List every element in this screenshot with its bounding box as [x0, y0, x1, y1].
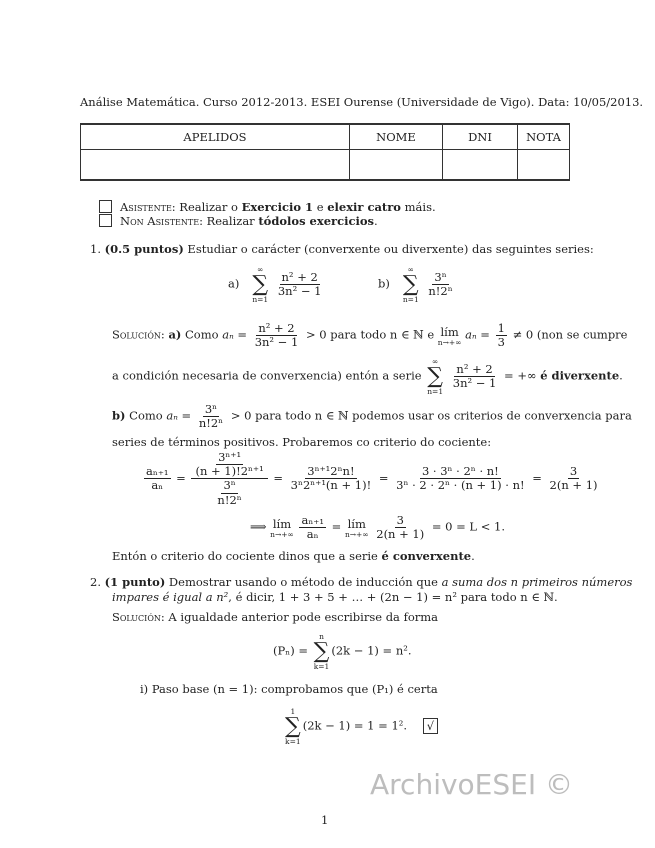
- den: aₙ: [306, 527, 319, 542]
- text: lím: [272, 516, 292, 531]
- text: : Realizar o: [171, 200, 242, 214]
- col-apelidos: APELIDOS: [81, 124, 350, 150]
- base-step: i) Paso base (n = 1): comprobamos que (P₁) é certa: [140, 682, 438, 696]
- text: (2k − 1) = 1 = 1².: [302, 718, 408, 733]
- col-nome: NOME: [350, 124, 443, 150]
- text: .: [374, 214, 378, 228]
- text: Estudiar o carácter (converxente ou diverxente) das seguintes series:: [183, 242, 594, 256]
- num: 3ⁿ: [434, 269, 447, 284]
- watermark: ArchivoESEI ©: [370, 768, 573, 801]
- den: 3n² − 1: [254, 335, 299, 350]
- option-asistente: [99, 200, 436, 214]
- conclusion: Entón o criterio do cociente dinos que a serie é converxente.: [112, 549, 475, 563]
- solution-label: Solución:: [112, 327, 165, 342]
- num: 3: [569, 464, 578, 479]
- text: Como: [125, 408, 167, 423]
- text: Como: [181, 327, 223, 342]
- sum-lower: k=1: [285, 736, 301, 746]
- pn-formula: [273, 633, 412, 670]
- sum-lower: n=1: [427, 386, 444, 396]
- label: b): [378, 276, 390, 291]
- text: máis.: [400, 200, 436, 214]
- den: 2(n + 1): [549, 478, 598, 493]
- solution-b-line2: series de términos positivos. Probaremos co criterio do cociente:: [112, 435, 492, 449]
- text: (Pₙ) =: [273, 643, 308, 658]
- non-asistente-checkbox[interactable]: [99, 214, 112, 227]
- num: n² + 2: [456, 361, 493, 376]
- text: (2k − 1) = n².: [331, 643, 412, 658]
- dni-field[interactable]: [443, 150, 518, 180]
- solution-b-line1: [112, 403, 632, 430]
- text: ≠ 0 (non se cumpre: [512, 327, 628, 342]
- sum-upper: 1: [290, 707, 296, 716]
- sum-upper: ∞: [407, 265, 414, 274]
- option-non-asistente: [99, 214, 378, 228]
- num: n² + 2: [281, 269, 318, 284]
- exercise-1-statement: [90, 242, 594, 256]
- text: Exercicio 1: [241, 200, 314, 214]
- sum-lower: n=1: [402, 294, 419, 304]
- sum-lower: n=1: [252, 294, 269, 304]
- option-label: Asistente: [120, 200, 172, 214]
- sigma: ∑: [252, 271, 269, 297]
- text: b): [112, 408, 126, 423]
- text: n→+∞: [437, 337, 462, 347]
- solution-label: Solución:: [112, 610, 165, 624]
- text: n→+∞: [344, 529, 369, 539]
- num: 3ⁿ: [204, 402, 218, 416]
- num: 3: [396, 513, 404, 527]
- student-info-table: [80, 123, 570, 181]
- text: ⟹: [250, 519, 267, 534]
- apelidos-field[interactable]: [81, 150, 350, 180]
- col-dni: DNI: [443, 124, 518, 150]
- text: é diverxente: [540, 368, 620, 383]
- text: e: [313, 200, 328, 214]
- sigma: ∑: [402, 271, 419, 297]
- text: = 0 = L < 1.: [431, 519, 505, 534]
- num: 3ⁿ⁺¹2ⁿn!: [307, 464, 355, 479]
- den: 3n² − 1: [452, 376, 497, 390]
- points: (1 punto): [104, 575, 166, 589]
- points: (0.5 puntos): [104, 242, 184, 256]
- text: A igualdade anterior pode escribirse da forma: [164, 610, 439, 624]
- sigma: ∑: [285, 713, 301, 739]
- text: é converxente: [381, 549, 472, 563]
- num: aₙ₊₁: [146, 464, 169, 479]
- den: 3: [497, 335, 505, 350]
- sigma: ∑: [313, 638, 330, 664]
- text: tódolos exercicios: [258, 214, 374, 228]
- sum-lower: k=1: [313, 661, 330, 671]
- text: aₙ =: [222, 327, 248, 342]
- text: a): [168, 327, 182, 342]
- item-number: 1.: [90, 242, 101, 256]
- den: 3ⁿ2ⁿ⁺¹(n + 1)!: [290, 478, 372, 493]
- asistente-checkbox[interactable]: [99, 200, 112, 213]
- text: Entón o criterio do cociente dinos que a serie: [112, 549, 382, 563]
- page-number: 1: [321, 813, 329, 827]
- sum-upper: ∞: [257, 265, 264, 274]
- text: a condición necesaria de converxencia) entón a serie: [112, 368, 422, 383]
- text: n→+∞: [270, 529, 294, 539]
- text: , é dicir, 1 + 3 + 5 + … + (2n − 1) = n² para todo n ∈ ℕ.: [228, 590, 558, 604]
- item-number: 2.: [90, 575, 101, 589]
- num: aₙ₊₁: [301, 513, 324, 527]
- den: 2(n + 1): [376, 527, 425, 542]
- den: n!2ⁿ: [428, 284, 453, 298]
- den: n!2ⁿ: [217, 492, 242, 507]
- label: a): [228, 276, 240, 291]
- text: a suma dos n primeiros números: [441, 575, 633, 589]
- num: 1: [497, 321, 505, 335]
- series-a: [228, 266, 325, 303]
- den: 3n² − 1: [277, 284, 322, 298]
- num: 3ⁿ: [223, 478, 236, 493]
- solution-2: [112, 610, 438, 624]
- text: aₙ =: [166, 408, 192, 423]
- col-nota: NOTA: [518, 124, 570, 150]
- exercise-2-line2: [112, 590, 558, 604]
- series-b: [378, 266, 457, 303]
- nome-field[interactable]: [350, 150, 443, 180]
- text: impares é igual a n²: [112, 590, 229, 604]
- sum-upper: n: [319, 632, 324, 641]
- exam-header: Análise Matemática. Curso 2012-2013. ESEI Ourense (Universidade de Vigo). Data: 10/05/2013.: [80, 95, 644, 109]
- text: aₙ =: [465, 327, 490, 342]
- num: n² + 2: [258, 321, 295, 335]
- text: Demostrar usando o método de inducción que: [165, 575, 442, 589]
- text: elexir catro: [327, 200, 401, 214]
- option-label: Non Asistente: [120, 214, 200, 228]
- den: 3ⁿ · 2 · 2ⁿ · (n + 1) · n!: [396, 478, 525, 493]
- text: : Realizar: [199, 214, 259, 228]
- text: lím: [347, 516, 366, 531]
- sum-upper: ∞: [432, 357, 439, 366]
- sigma: ∑: [427, 363, 444, 389]
- solution-a-line1: [112, 322, 627, 349]
- limit-formula: ⟹ lím n→+∞ $\frac{\text{aₙ₊₁}}{\text{aₙ}}$ = lím n→+∞ $\frac{3}{2(n + 1)}$ = 0 = L < 1.: [250, 513, 505, 542]
- den: aₙ: [151, 478, 164, 493]
- num: 3ⁿ⁺¹: [218, 450, 242, 464]
- ratio-formula: $\frac{\text{aₙ₊₁}}{\text{aₙ}}$ = $\frac{\frac{\text{3ⁿ⁺¹}}{\text{(n + 1)!2ⁿ⁺¹}}}{\frac{\text{3ⁿ}}{\text{n!2ⁿ}}}$ = $\frac{\text{3ⁿ⁺¹2ⁿn!}}{\text{3ⁿ2ⁿ⁺¹(n + 1)!}}$ = $\frac{\text{3 · 3ⁿ · 2ⁿ · n!}}{\text{3ⁿ · 2 · 2ⁿ · (n + 1) · n!}}$ = $\frac{3}{2(n + 1)}$: [146, 450, 598, 507]
- text: lím: [440, 324, 459, 339]
- base-formula: [283, 708, 438, 745]
- nota-field[interactable]: [518, 150, 570, 180]
- check-mark-icon: √: [423, 718, 438, 734]
- num: 3 · 3ⁿ · 2ⁿ · n!: [421, 464, 499, 479]
- solution-a-line2: a condición necesaria de converxencia) entón a serie ∞ ∑ n=1 $\frac{\text{n² + 2}}{\text{3n² − 1}}$ = +∞ é diverxente.: [112, 357, 623, 396]
- den: n!2ⁿ: [198, 416, 224, 431]
- text: > 0 para todo n ∈ ℕ e: [305, 327, 435, 342]
- text: > 0 para todo n ∈ ℕ podemos usar os criterios de converxencia para: [230, 408, 632, 423]
- exercise-2-line1: [90, 575, 632, 589]
- den: (n + 1)!2ⁿ⁺¹: [195, 464, 264, 479]
- text: = +∞: [504, 368, 537, 383]
